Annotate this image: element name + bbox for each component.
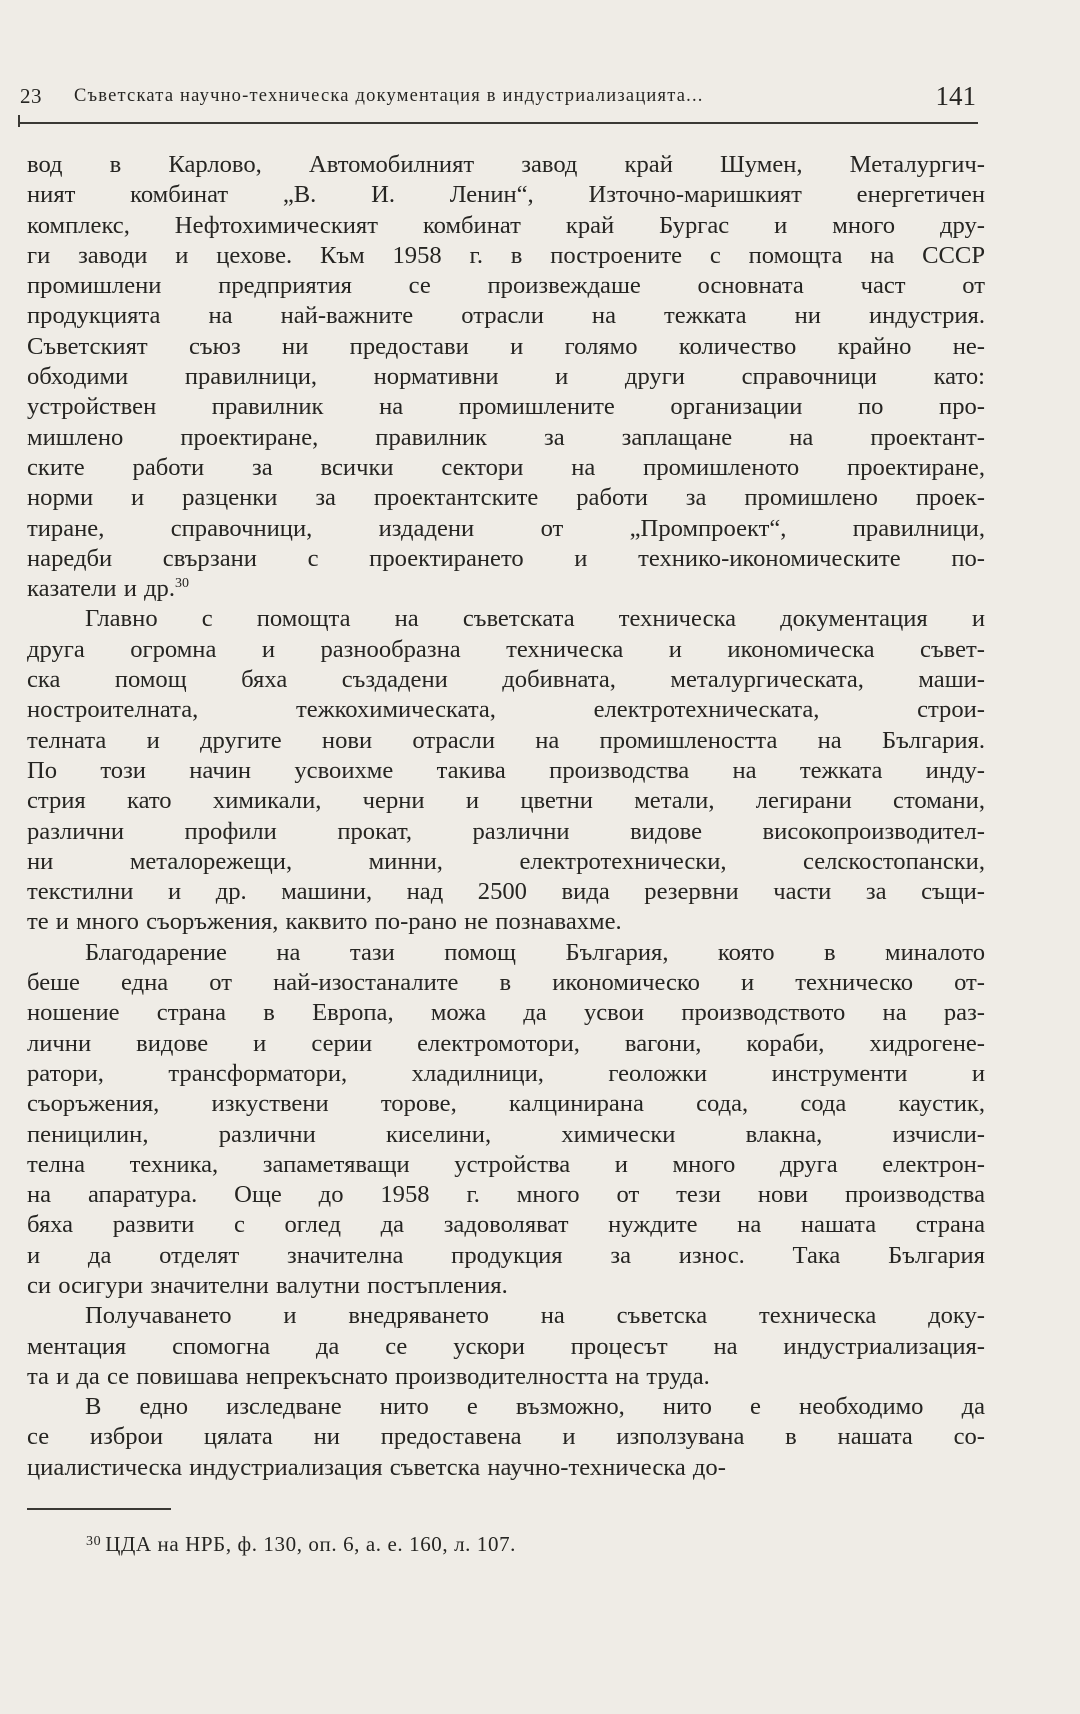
text-line: Благодарение на тази помощ България, която в миналото xyxy=(85,938,985,966)
text-line: тиране, справочници, издадени от „Промпроект“, правилници, xyxy=(27,514,985,542)
text-line: Съветският съюз ни предостави и голямо количество крайно не- xyxy=(27,332,985,360)
footnote-text: ЦДА на НРБ, ф. 130, оп. 6, а. е. 160, л. 107. xyxy=(105,1532,517,1556)
text-line: пеницилин, различни киселини, химически влакна, изчисли- xyxy=(27,1120,985,1148)
body-text xyxy=(27,150,985,1483)
text-line: ни металорежещи, минни, електротехнически, селскостопански, xyxy=(27,847,985,875)
text-line: Получаването и внедряването на съветска техническа доку- xyxy=(85,1302,985,1330)
header-rule xyxy=(18,122,978,124)
text-line: телната и другите нови отрасли на промишлеността на България. xyxy=(27,726,985,754)
text-line: вод в Карлово, Автомобилният завод край Шумен, Металургич- xyxy=(27,151,985,178)
paragraph-p5 xyxy=(27,1392,985,1483)
text-line: промишлени предприятия се произвеждаше основната част от xyxy=(27,272,985,300)
text-line: лични видове и серии електромотори, вагони, кораби, хидрогене- xyxy=(27,1029,985,1057)
text-line: устройствен правилник на промишлените организации по про- xyxy=(27,393,985,421)
text-line: ги заводи и цехове. Към 1958 г. в построените с помощта на СССР xyxy=(27,241,985,269)
text-line: ратори, трансформатори, хладилници, геоложки инструменти и xyxy=(27,1059,985,1087)
text-line: съоръжения, изкуствени торове, калцинирана сода, сода каустик, xyxy=(27,1090,985,1118)
text-line: на апаратура. Още до 1958 г. много от тези нови производства xyxy=(27,1181,985,1209)
text-line: бяха развити с оглед да задоволяват нуждите на нашата страна xyxy=(27,1211,985,1239)
text-line: В едно изследване нито е възможно, нито е необходимо да xyxy=(85,1393,985,1421)
text-line: различни профили прокат, различни видове високопроизводител- xyxy=(27,817,985,845)
running-title: Съветската научно-техническа документация в индустриализацията... xyxy=(74,86,704,106)
text-line: те и много съоръжения, каквито по-рано не познавахме. xyxy=(27,908,622,936)
text-line: и да отделят значителна продукция за износ. Така България xyxy=(27,1241,985,1269)
text-line: беше една от най-изостаналите в икономическо и техническо от- xyxy=(27,969,985,997)
paragraph-p4 xyxy=(27,1301,985,1392)
text-line: По този начин усвоихме такива производства на тежката инду- xyxy=(27,756,985,784)
text-line: друга огромна и разнообразна техническа и икономическа съвет- xyxy=(27,635,985,663)
paragraph-p2 xyxy=(27,604,985,937)
footnote xyxy=(86,1532,516,1557)
text-line: Главно с помощта на съветската техническа документация и xyxy=(85,605,985,633)
footnote-ref[interactable]: 30 xyxy=(175,576,190,592)
text-line: телна техника, запаметяващи устройства и много друга електрон- xyxy=(27,1150,985,1178)
text-line: наредби свързани с проектирането и технико-икономическите по- xyxy=(27,544,985,572)
text-line: текстилни и др. машини, над 2500 вида резервни части за същи- xyxy=(27,878,985,906)
text-line: циалистическа индустриализация съветска научно-техническа до- xyxy=(27,1453,726,1481)
chapter-number: 23 xyxy=(20,84,42,108)
header-rule-tick xyxy=(18,115,20,127)
text-line: обходими правилници, нормативни и други справочници като: xyxy=(27,363,985,391)
text-line: ният комбинат „В. И. Ленин“, Източно-маришкият енергетичен xyxy=(27,181,985,209)
text-line: казатели и др.$^{30}$ xyxy=(27,575,190,603)
text-line: ностроителната, тежкохимическата, електротехническата, строи- xyxy=(27,696,985,724)
paragraph-p3 xyxy=(27,938,985,1302)
text-line: си осигури значителни валутни постъпления. xyxy=(27,1271,508,1299)
text-line: продукцията на най-важните отрасли на тежката ни индустрия. xyxy=(27,302,985,330)
running-head xyxy=(20,81,980,120)
text-line: комплекс, Нефтохимическият комбинат край Бургас и много дру- xyxy=(27,211,985,239)
text-line: мишлено проектиране, правилник за заплащане на проектант- xyxy=(27,423,985,451)
text-line: ска помощ бяха създадени добивната, металургическата, маши- xyxy=(27,666,985,694)
paragraph-p1 xyxy=(27,150,985,604)
text-line: се изброи цялата ни предоставена и използувана в нашата со- xyxy=(27,1423,985,1451)
text-line: ментация спомогна да се ускори процесът на индустриализация- xyxy=(27,1332,985,1360)
footnote-mark: 30 xyxy=(86,1534,102,1549)
text-line: стрия като химикали, черни и цветни метали, легирани стомани, xyxy=(27,787,985,815)
text-line: ношение страна в Европа, можа да усвои производството на раз- xyxy=(27,999,985,1027)
text-line: норми и разценки за проектантските работи за промишлено проек- xyxy=(27,484,985,512)
page-number: 141 xyxy=(935,81,976,111)
text-line: ските работи за всички сектори на промишленото проектиране, xyxy=(27,453,985,481)
text-line: та и да се повишава непрекъснато производителността на труда. xyxy=(27,1362,710,1390)
footnote-rule xyxy=(27,1508,171,1510)
